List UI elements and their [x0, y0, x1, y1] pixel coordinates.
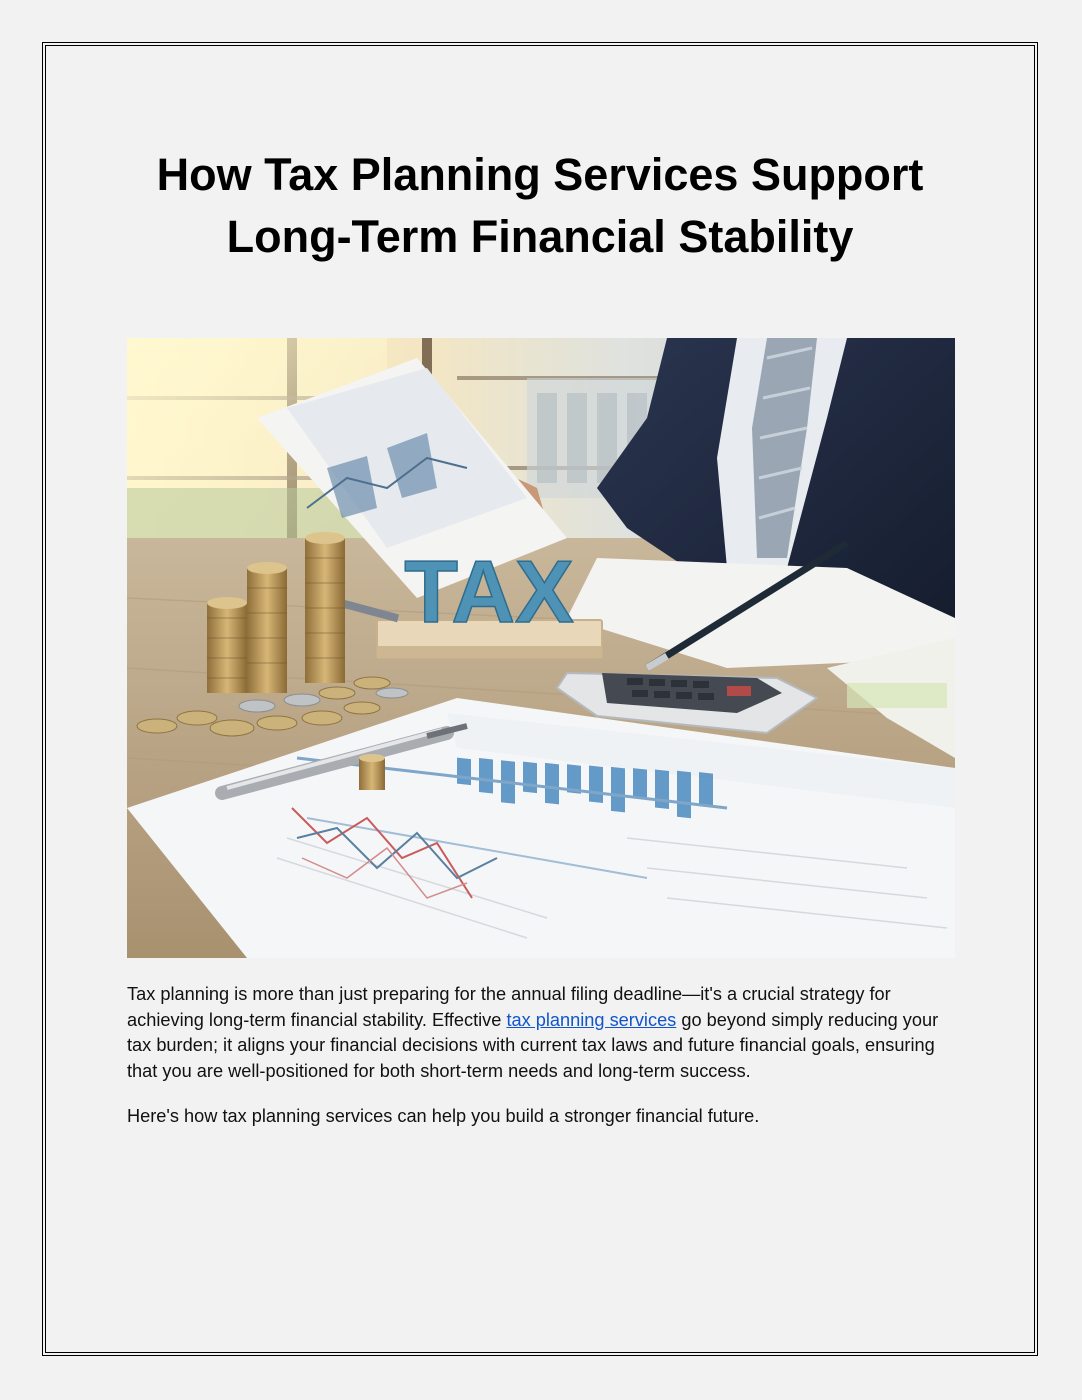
page-title: [80, 144, 1000, 268]
title-line-2: Long-Term Financial Stability: [226, 211, 854, 262]
second-paragraph: Here's how tax planning services can help you build a stronger financial future.: [127, 1106, 760, 1126]
tax-sign-text: TAX: [404, 542, 574, 641]
intro-text-before-link: Tax planning is more than just preparing for the annual filing deadline—it's a crucial strategy for achieving long-term financial stability. Effective: [127, 984, 891, 1030]
tax-planning-services-link[interactable]: tax planning services: [506, 1009, 677, 1030]
article-body: [127, 982, 967, 1150]
hero-image: [127, 338, 955, 958]
title-line-1: How Tax Planning Services Support: [156, 149, 924, 200]
intro-text-after-link: go beyond simply reducing your tax burden; it aligns your financial decisions with current tax laws and future financial goals, ensuring that you are well-positioned for both short-term needs and long-term success.: [127, 1009, 939, 1081]
intro-paragraph: [127, 982, 967, 1084]
